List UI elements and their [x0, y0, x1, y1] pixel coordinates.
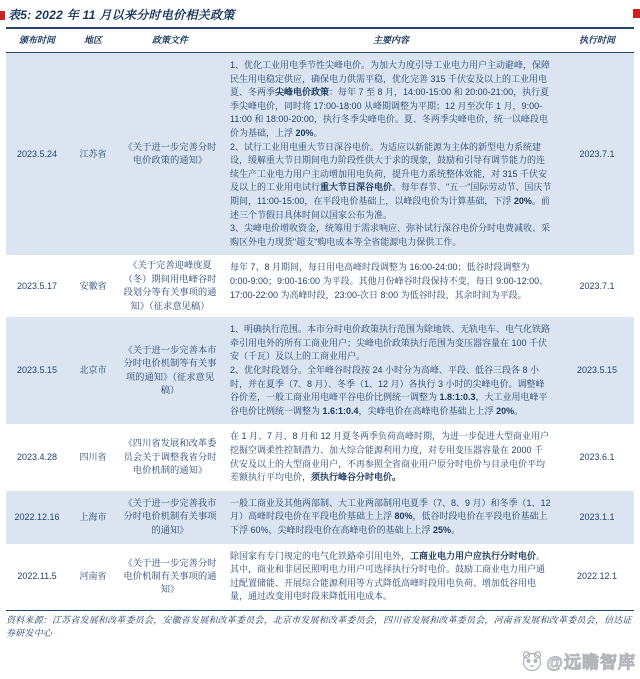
policy-main-content: [222, 424, 560, 490]
watermark: [520, 648, 636, 673]
content-paragraph: 2、优化时段划分。全年峰谷时段按 24 小时分为高峰、平段、低谷三段各 8 小时，并在夏季（7、8 月）、冬季（1、12 月）各执行 3 小时的尖峰电价。调整峰谷价差，一般工商业用电峰平谷电价比例统一调整为 1.8:1:0.3，大工业用电峰平谷电价比例统一调整为 1.6:1:0.4，尖峰电价在高峰电价基础上上浮 20%。: [230, 365, 548, 416]
content-paragraph: 1、优化工业用电季节性尖峰电价。为加大力度引导工业电力用户主动避峰，保障民生用电稳定供应，确保电力供需平稳，优化完善 315 千伏安及以上的工业用电夏、冬两季尖峰电价政策：每年 7 至 8 月，14:00-15:00 和 20:00-21:00，执行夏季尖峰电价，同时将 17:00-18:00 从峰期调整为平期；12 月至次年 1 月，9:00-11:00 和 18:00-20:00，执行冬季尖峰电价。夏、冬两季尖峰电价，统一以峰段电价为基础，上浮 20%。: [230, 60, 551, 139]
exec-date: 2023.1.1: [579, 511, 615, 522]
policy-main-content: [222, 491, 560, 544]
publish-date: 2022.12.16: [14, 511, 60, 522]
exec-date: 2023.7.1: [579, 148, 615, 159]
region: 江苏省: [79, 148, 107, 159]
header-region: 地区: [83, 35, 102, 45]
red-marker-left: [0, 11, 5, 20]
red-marker-right: [633, 9, 640, 18]
policy-document: 《关于进一步完善分时电价机制有关事项的通知》: [123, 557, 217, 595]
table-row: [6, 317, 634, 424]
policy-document: 《四川省发展和改革委员会关于调整我省分时电价机制的通知》: [123, 438, 217, 476]
publish-date: 2023.5.15: [16, 365, 58, 376]
content-paragraph: 除国家有专门规定的电气化铁路牵引用电外，工商业电力用户应执行分时电价。其中，商业和非居民照明电力用户可选择执行分时电价。鼓励工商业电力用户通过配置储能、开展综合能源利用等方式降低高峰时段用电负荷、增加低谷用电量，通过改变用电时段来降低用电成本。: [230, 550, 546, 602]
exec-date: 2023.5.15: [576, 365, 618, 376]
source-note: 资料来源：江苏省发展和改革委员会，安徽省发展和改革委员会，北京市发展和改革委员会，四川省发展和改革委员会，河南省发展和改革委员会，信达证券研发中心: [6, 614, 632, 639]
policy-table: [6, 27, 634, 611]
table-row: [6, 255, 634, 317]
content-paragraph: 一般工商业及其他两部制、大工业两部制用电夏季（7、8、9 月）和冬季（1、12 月）高峰时段电价在平段电价基础上上浮 80%，低谷时段电价在平段电价基础上下浮 60%，尖峰时段电价在高峰电价的基础上上浮 25%。: [230, 497, 551, 535]
table-row: [6, 53, 634, 255]
page-title: 表5: 2022 年 11 月以来分时电价相关政策: [8, 8, 235, 22]
exec-date: 2023.6.1: [579, 452, 615, 463]
table-row: [6, 491, 634, 544]
region: 安徽省: [79, 280, 107, 291]
policy-main-content: [222, 255, 560, 317]
publish-date: 2023.5.17: [16, 280, 58, 291]
content-paragraph: 每年 7、8 月期间，每日用电高峰时段调整为 16:00-24:00；低谷时段调整为 0:00-9:00；9:00-16:00 为平段。其他月份峰谷时段保持不变，每日 9:00-12:00、17:00-22:00 为高峰时段，23:00-次日 8:00 为低谷时段，其余时间为平段。: [230, 262, 549, 300]
publish-date: 2023.4.28: [16, 452, 58, 463]
policy-document: 《关于进一步完善本市分时电价机制等有关事项的通知》（征求意见稿）: [123, 344, 217, 396]
region: 上海市: [79, 511, 107, 522]
policy-main-content: [222, 53, 560, 255]
policy-main-content: [222, 544, 560, 610]
policy-document: 《关于完善迎峰度夏（冬）期间用电峰谷时段划分等有关事项的通知》（征求意见稿）: [123, 260, 217, 311]
region: 河南省: [79, 571, 107, 582]
watermark-text: @远瞻智库: [546, 653, 636, 672]
policy-document: 《关于进一步完善我市分时电价机制有关事项的通知》: [123, 497, 217, 535]
table-header-row: [6, 29, 634, 53]
region: 四川省: [79, 452, 107, 463]
header-main-content: 主要内容: [372, 35, 409, 45]
table-row: [6, 424, 634, 490]
publish-date: 2023.5.24: [16, 148, 58, 159]
content-paragraph: 2、试行工业用电重大节日深谷电价。为适应以新能源为主体的新型电力系统建设，缓解重大节日期间电力阶段性供大于求的现象，鼓励和引导有调节能力的连续生产工业电力用户主动增加用电负荷，提升电力系统整体效能，对 315 千伏安及以上的工业用电试行重大节日深谷电价。每年春节、"五一"国际劳动节、国庆节期间，11:00-15:00，在平段电价基础上，以峰段电价为计算基础，下浮 20%。前述三个节假日具体时间以国家公布为准。: [230, 141, 552, 220]
header-policy-doc: 政策文件: [151, 35, 188, 45]
policy-main-content: [222, 317, 560, 424]
region: 北京市: [79, 365, 107, 376]
header-publish-date: 颁布时间: [18, 35, 55, 45]
content-paragraph: 1、明确执行范围。本市分时电价政策执行范围为除地铁、无轨电车、电气化铁路牵引用电外的所有工商业用户；尖峰电价政策执行范围为变压器容量在 100 千伏安（千瓦）及以上的工商业用户。: [230, 324, 551, 362]
panda-logo-icon: [520, 649, 544, 673]
content-paragraph: 3、尖峰电价增收资金，统筹用于需求响应、弥补试行深谷电价分时电费减收、采购区外电力现货"超支"购电成本等全省能源电力保供工作。: [230, 223, 551, 247]
table-body: [6, 53, 634, 611]
content-paragraph: 在 1 月、7 月、8 月和 12 月夏冬两季负荷高峰时期，为进一步促进大型商业用户挖掘空调柔性控制潜力、加大综合能源利用力度，对专用变压器容量在 2000 千伏安及以上的大型商业用户，不再参照全省商业用户原分时电价与目录电价平均差额执行平均电价，须执行峰谷分时电价。: [230, 431, 550, 483]
header-exec-date: 执行时间: [578, 35, 615, 45]
exec-date: 2023.7.1: [579, 280, 615, 291]
publish-date: 2022.11.5: [17, 571, 57, 582]
policy-document: 《关于进一步完善分时电价政策的通知》: [123, 141, 217, 166]
table-row: [6, 544, 634, 610]
exec-date: 2022.12.1: [576, 571, 618, 582]
